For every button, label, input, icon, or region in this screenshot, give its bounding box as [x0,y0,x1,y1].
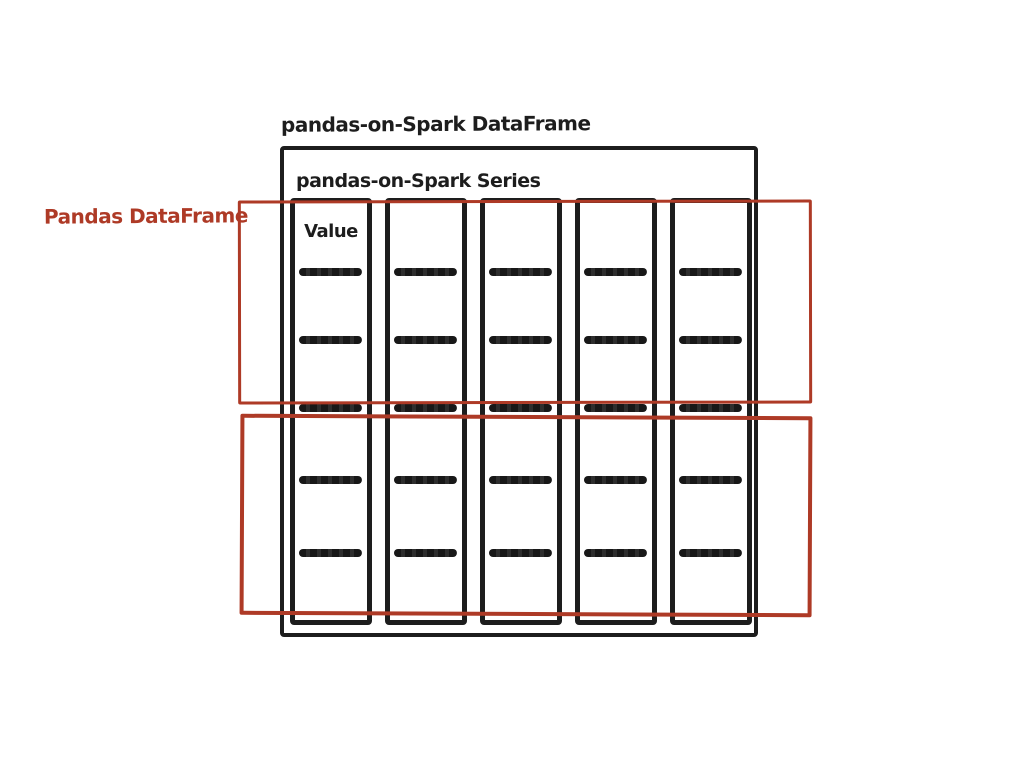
value-label: Value [304,221,358,242]
series-columns [290,198,752,625]
row-value-dash [679,549,742,557]
row-value-dash [679,336,742,344]
row-value-dash [394,336,457,344]
series-column [670,198,752,625]
row-value-dash [394,476,457,484]
row-value-dash [394,404,457,412]
row-value-dash [299,336,362,344]
pandas-dataframe-label: Pandas DataFrame [43,203,248,229]
row-value-dash [299,268,362,276]
row-value-dash [584,336,647,344]
row-value-dash [584,549,647,557]
series-column [385,198,467,625]
series-column [480,198,562,625]
row-value-dash [679,404,742,412]
row-value-dash [584,268,647,276]
row-value-dash [299,476,362,484]
page-title: pandas-on-Spark DataFrame [280,111,591,137]
row-value-dash [299,549,362,557]
row-value-dash [584,404,647,412]
row-value-dash [489,268,552,276]
series-label: pandas-on-Spark Series [296,170,541,192]
row-value-dash [394,549,457,557]
row-value-dash [679,268,742,276]
row-value-dash [489,476,552,484]
row-value-dash [679,476,742,484]
row-value-dash [489,404,552,412]
series-column [575,198,657,625]
row-value-dash [299,404,362,412]
spark-dataframe-box [280,146,758,637]
series-column [290,198,372,625]
row-value-dash [394,268,457,276]
row-value-dash [584,476,647,484]
row-value-dash [489,549,552,557]
row-value-dash [489,336,552,344]
